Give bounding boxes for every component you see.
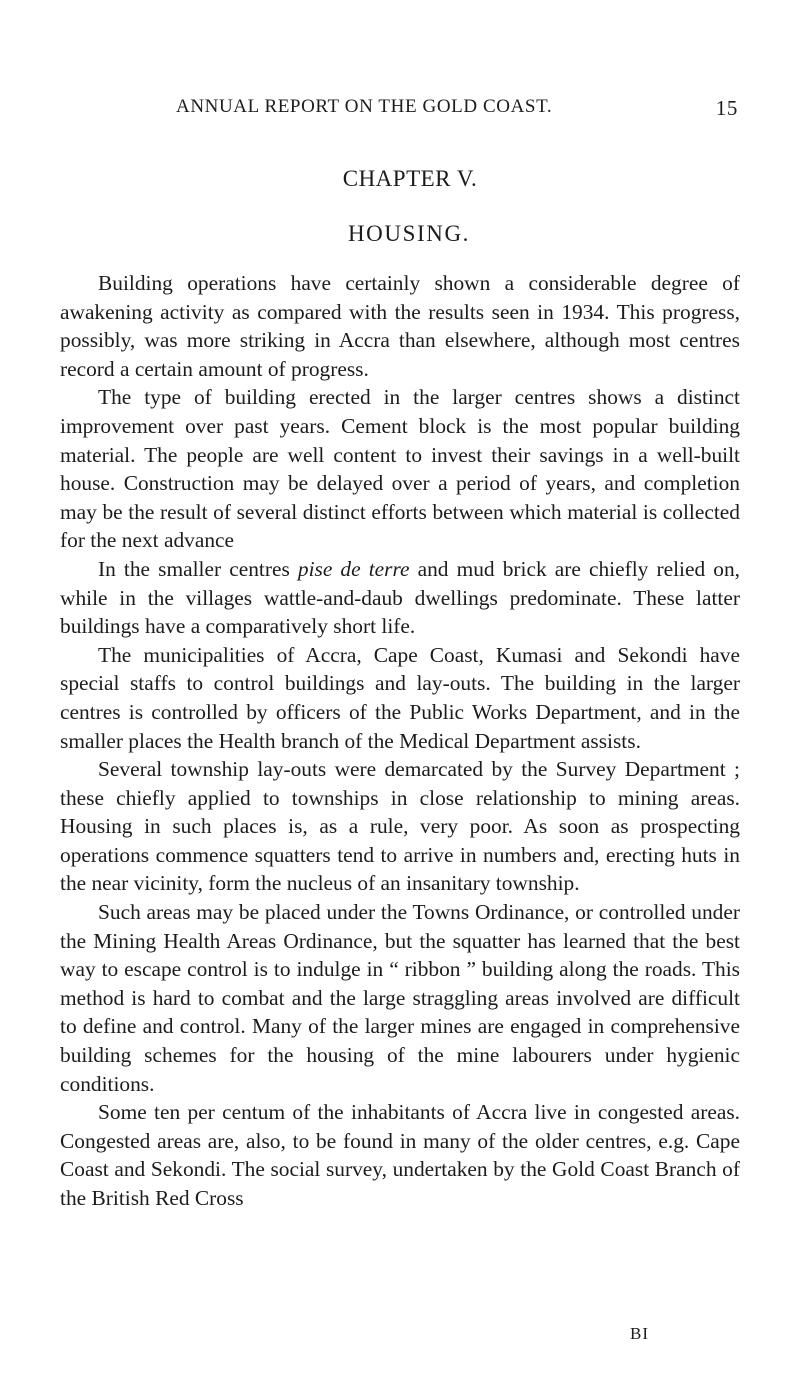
paragraph: Building operations have certainly shown a considerable degree of awakening activity as compared with the results seen in 1934. This progress, possibly, was more striking in Accra than elsewhere, although most centres record a certain amount of progress. [60, 271, 740, 381]
page-number: 15 [715, 96, 738, 120]
paragraph: Such areas may be placed under the Towns Ordinance, or controlled under the Mining Health Areas Ordinance, but the squatter has learned that the best way to escape control is to indulge in “ ribbon ” building along the roads. This method is hard to combat and the large straggling areas involved are difficult to define and control. Many of the larger mines are engaged in comprehensive building schemes for the housing of the mine labourers under hygienic conditions. [60, 900, 740, 1096]
paragraph-text: In the smaller centres [98, 556, 298, 581]
body-text [60, 269, 740, 1213]
chapter-heading: CHAPTER V. [342, 166, 478, 191]
paragraph: Several township lay-outs were demarcated by the Survey Department ; these chiefly applied to townships in close relationship to mining areas. Housing in such places is, as a rule, very poor. As soon as prospecting operations commence squatters tend to arrive in numbers and, erecting huts in the near vicinity, form the nucleus of an insanitary township. [60, 757, 740, 896]
italic-term: pise de terre [297, 556, 410, 581]
paragraph: The municipalities of Accra, Cape Coast, Kumasi and Sekondi have special staffs to control buildings and lay-outs. The building in the larger centres is controlled by officers of the Public Works Department, and in the smaller places the Health branch of the Medical Department assists. [60, 642, 740, 753]
paragraph: Some ten per centum of the inhabitants of Accra live in congested areas. Congested areas are, also, to be found in many of the older centres, e.g. Cape Coast and Sekondi. The social survey, undertaken by the Gold Coast Branch of the British Red Cross [60, 1100, 740, 1210]
signature-mark: BI [630, 1324, 649, 1343]
paragraph: The type of building erected in the larger centres shows a distinct improvement over past years. Cement block is the most popular building material. The people are well content to invest their savings in a well-built house. Construction may be delayed over a period of years, and completion may be the result of several distinct efforts between which material is collected for the next advance [60, 385, 740, 553]
section-title: HOUSING. [347, 221, 471, 246]
paragraph-text: and mud brick are chiefly relied on, while in the villages wattle-and-daub dwellings predominate. These latter buildings have a comparatively short life. [60, 556, 740, 639]
running-header-title: ANNUAL REPORT ON THE GOLD COAST. [176, 96, 553, 117]
paragraph [60, 555, 740, 641]
